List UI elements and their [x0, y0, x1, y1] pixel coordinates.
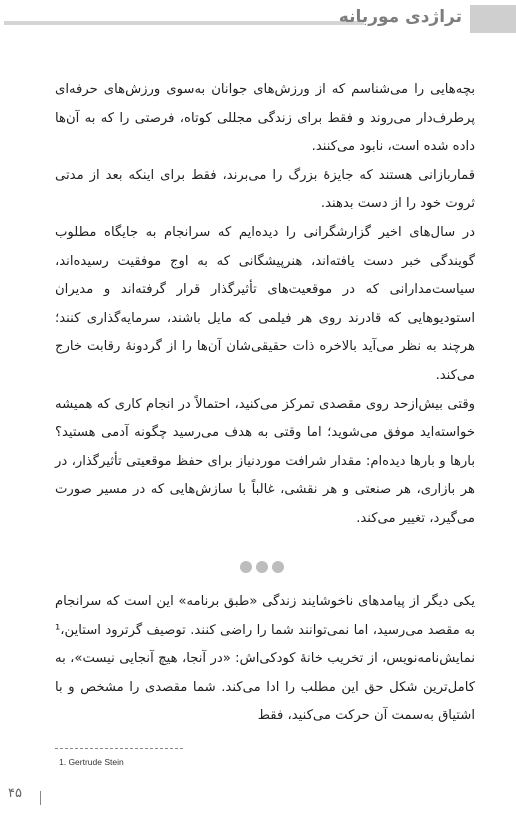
- section-break-dot: [240, 561, 252, 573]
- paragraph: قماربازانی هستند که جایزهٔ بزرگ را می‌برند، فقط برای اینکه بعد از مدتی ثروت خود را از دست بدهند.: [55, 167, 475, 212]
- header-rule: [4, 21, 364, 25]
- paragraph: بچه‌هایی را می‌شناسم که از ورزش‌های جوانان به‌سوی ورزش‌های حرفه‌ای پرطرف‌دار می‌روند و فقط برای زندگی مجللی کوتاه، فرصتی را که به آن‌ها داده شده است، نابود می‌کنند.: [55, 82, 475, 155]
- footnote: 1. Gertrude Stein: [59, 757, 124, 767]
- paragraph: در سال‌های اخیر گزارشگرانی را دیده‌ایم که سرانجام به جایگاه مطلوب گویندگی خبر دست یافته‌اند، هنرپیشگانی که به اوج موفقیت رسیده‌اند، سیاست‌مدارانی که در موقعیت‌های تأثیرگذار قرار گرفته‌اند و مدیران استودیوهایی که قادرند روی هر فیلمی که مایل باشند، سرمایه‌گذاری کنند؛ هرچند به نظر می‌آید بالاخره ذات حقیقی‌شان آن‌ها را از گردونهٔ رقابت خارج می‌کند.: [55, 224, 475, 383]
- body-text: [55, 76, 475, 534]
- section-break-dots: [240, 561, 284, 573]
- section-break-dot: [272, 561, 284, 573]
- body-text-continued: [55, 588, 475, 731]
- section-break-dot: [256, 561, 268, 573]
- footnote-rule: [55, 748, 183, 749]
- book-title: تراژدی موربانه: [338, 7, 462, 27]
- paragraph: یکی دیگر از پیامدهای ناخوشایند زندگی «طبق برنامه» این است که سرانجام به مقصد می‌رسید، اما نمی‌توانند شما را راضی کنند. توصیف گرترود استاین،¹ نمایش‌نامه‌نویس، از تخریب خانهٔ کودکی‌اش: «در آنجا، هیچ آنجایی نیست»، به کامل‌ترین شکل حق این مطلب را ادا می‌کند. شما مقصدی را مشخص و با اشتیاق به‌سمت آن حرکت می‌کنید، فقط: [55, 594, 475, 724]
- page-number: ۴۵: [8, 786, 22, 801]
- paragraph: وقتی بیش‌ازحد روی مقصدی تمرکز می‌کنید، احتمالاً در انجام کاری که همیشه خواسته‌اید موفق می‌شوید؛ اما وقتی به هدف می‌رسید چگونه آدمی هستید؟ بارها و بارها دیده‌ام: مقدار شرافت موردنیاز برای حفظ موقعیتی تأثیرگذار، در هر بازاری، هر صنعتی و هر نقشی، غالباً با سازش‌هایی که در مسیر صورت می‌گیرد، تغییر می‌کند.: [55, 396, 475, 526]
- page-number-rule: [40, 791, 41, 805]
- header-tab: [470, 5, 516, 33]
- page-header: [0, 5, 516, 35]
